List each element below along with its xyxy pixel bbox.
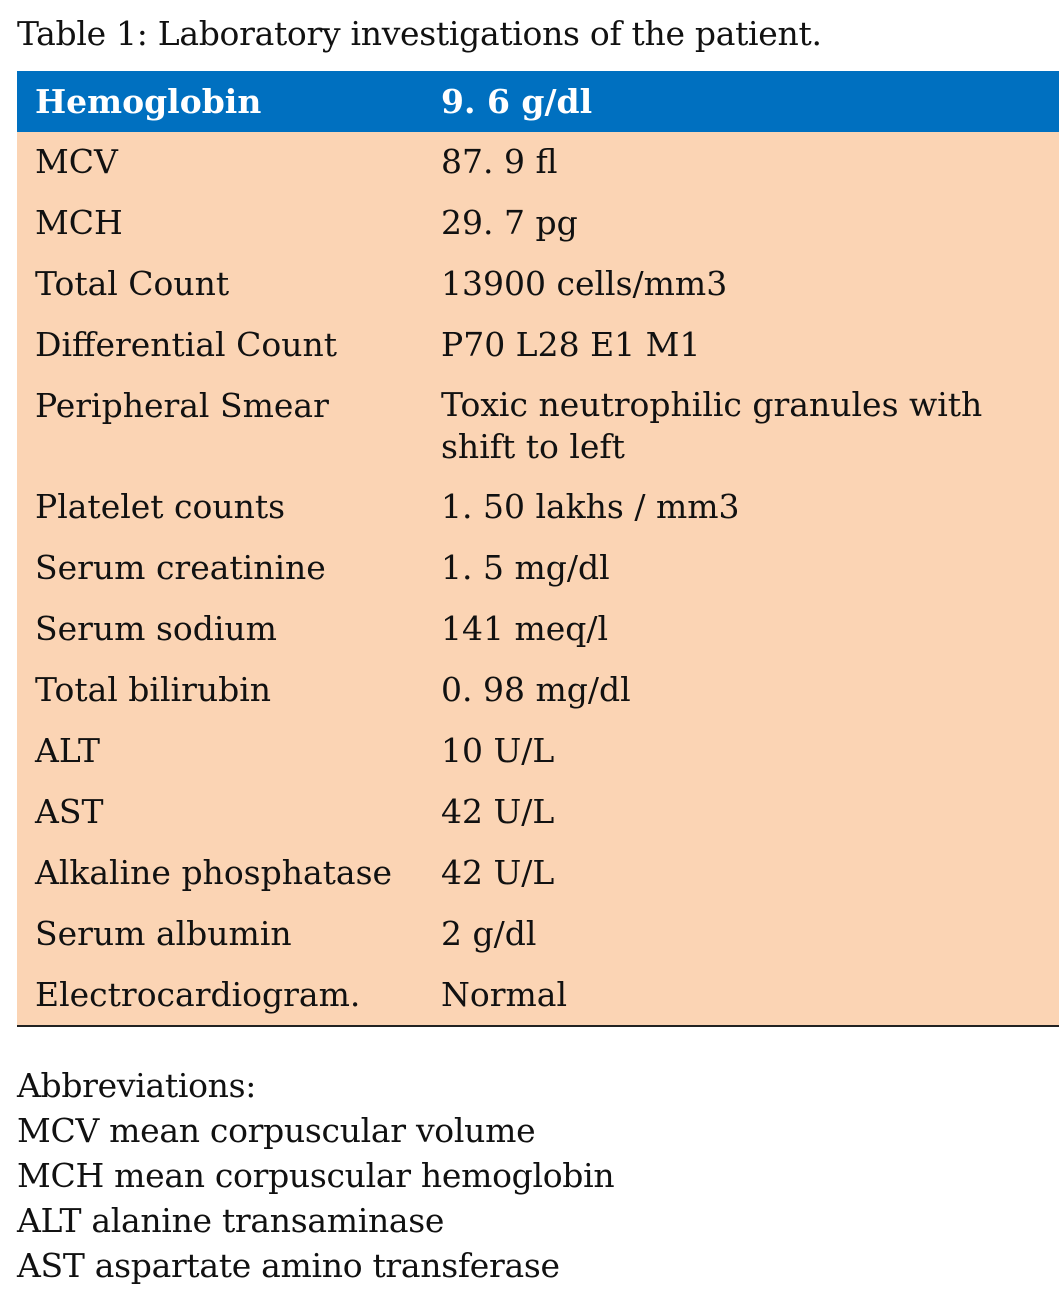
table-row (17, 485, 1059, 546)
abbreviations-title: Abbreviations: (17, 1066, 257, 1105)
table-header-row (17, 71, 1059, 132)
table-row (17, 912, 1059, 973)
abbreviation-item: AST aspartate amino transferase (17, 1246, 560, 1285)
abbreviation-item: ALT alanine transaminase (17, 1201, 445, 1240)
table-body (17, 132, 1059, 1027)
row-value: 2 g/dl (441, 914, 537, 953)
row-value: 42 U/L (441, 853, 555, 892)
table-row (17, 201, 1059, 262)
lab-table (17, 71, 1059, 1027)
row-label: Total Count (35, 264, 230, 303)
table-row (17, 973, 1059, 1017)
abbreviation-item: MCH mean corpuscular hemoglobin (17, 1156, 615, 1195)
row-value: 1. 5 mg/dl (441, 548, 610, 587)
row-value: 141 meq/l (441, 609, 609, 648)
header-value: 9. 6 g/dl (441, 82, 593, 121)
row-label: Serum sodium (35, 609, 277, 648)
table-row (17, 262, 1059, 323)
row-label: Electrocardiogram. (35, 975, 361, 1014)
row-value: 29. 7 pg (441, 203, 578, 242)
table-row (17, 851, 1059, 912)
row-label: Differential Count (35, 325, 337, 364)
row-value: 0. 98 mg/dl (441, 670, 631, 709)
row-value: P70 L28 E1 M1 (441, 325, 701, 364)
abbreviation-item: MCV mean corpuscular volume (17, 1111, 536, 1150)
row-value: Toxic neutrophilic granules with shift to left (441, 385, 983, 466)
abbreviations (17, 1063, 614, 1288)
row-label: MCV (35, 142, 118, 181)
row-label: Peripheral Smear (35, 386, 329, 425)
table-row (17, 323, 1059, 384)
row-value: 42 U/L (441, 792, 555, 831)
table-row (17, 546, 1059, 607)
table-caption: Table 1: Laboratory investigations of the patient. (17, 14, 822, 53)
row-label: Serum creatinine (35, 548, 326, 587)
row-label: Serum albumin (35, 914, 292, 953)
row-label: Alkaline phosphatase (35, 853, 393, 892)
row-label: AST (35, 792, 104, 831)
table-row (17, 790, 1059, 851)
row-value: 10 U/L (441, 731, 555, 770)
row-label: ALT (35, 731, 101, 770)
row-label: MCH (35, 203, 123, 242)
row-label: Platelet counts (35, 487, 286, 526)
table-row (17, 668, 1059, 729)
table-row (17, 384, 1059, 485)
row-value: 1. 50 lakhs / mm3 (441, 487, 740, 526)
row-value: Normal (441, 975, 568, 1014)
table-row (17, 607, 1059, 668)
row-value: 87. 9 fl (441, 142, 558, 181)
row-label: Total bilirubin (35, 670, 272, 709)
table-row (17, 132, 1059, 201)
table-row (17, 729, 1059, 790)
header-label: Hemoglobin (35, 82, 262, 121)
row-value: 13900 cells/mm3 (441, 264, 728, 303)
